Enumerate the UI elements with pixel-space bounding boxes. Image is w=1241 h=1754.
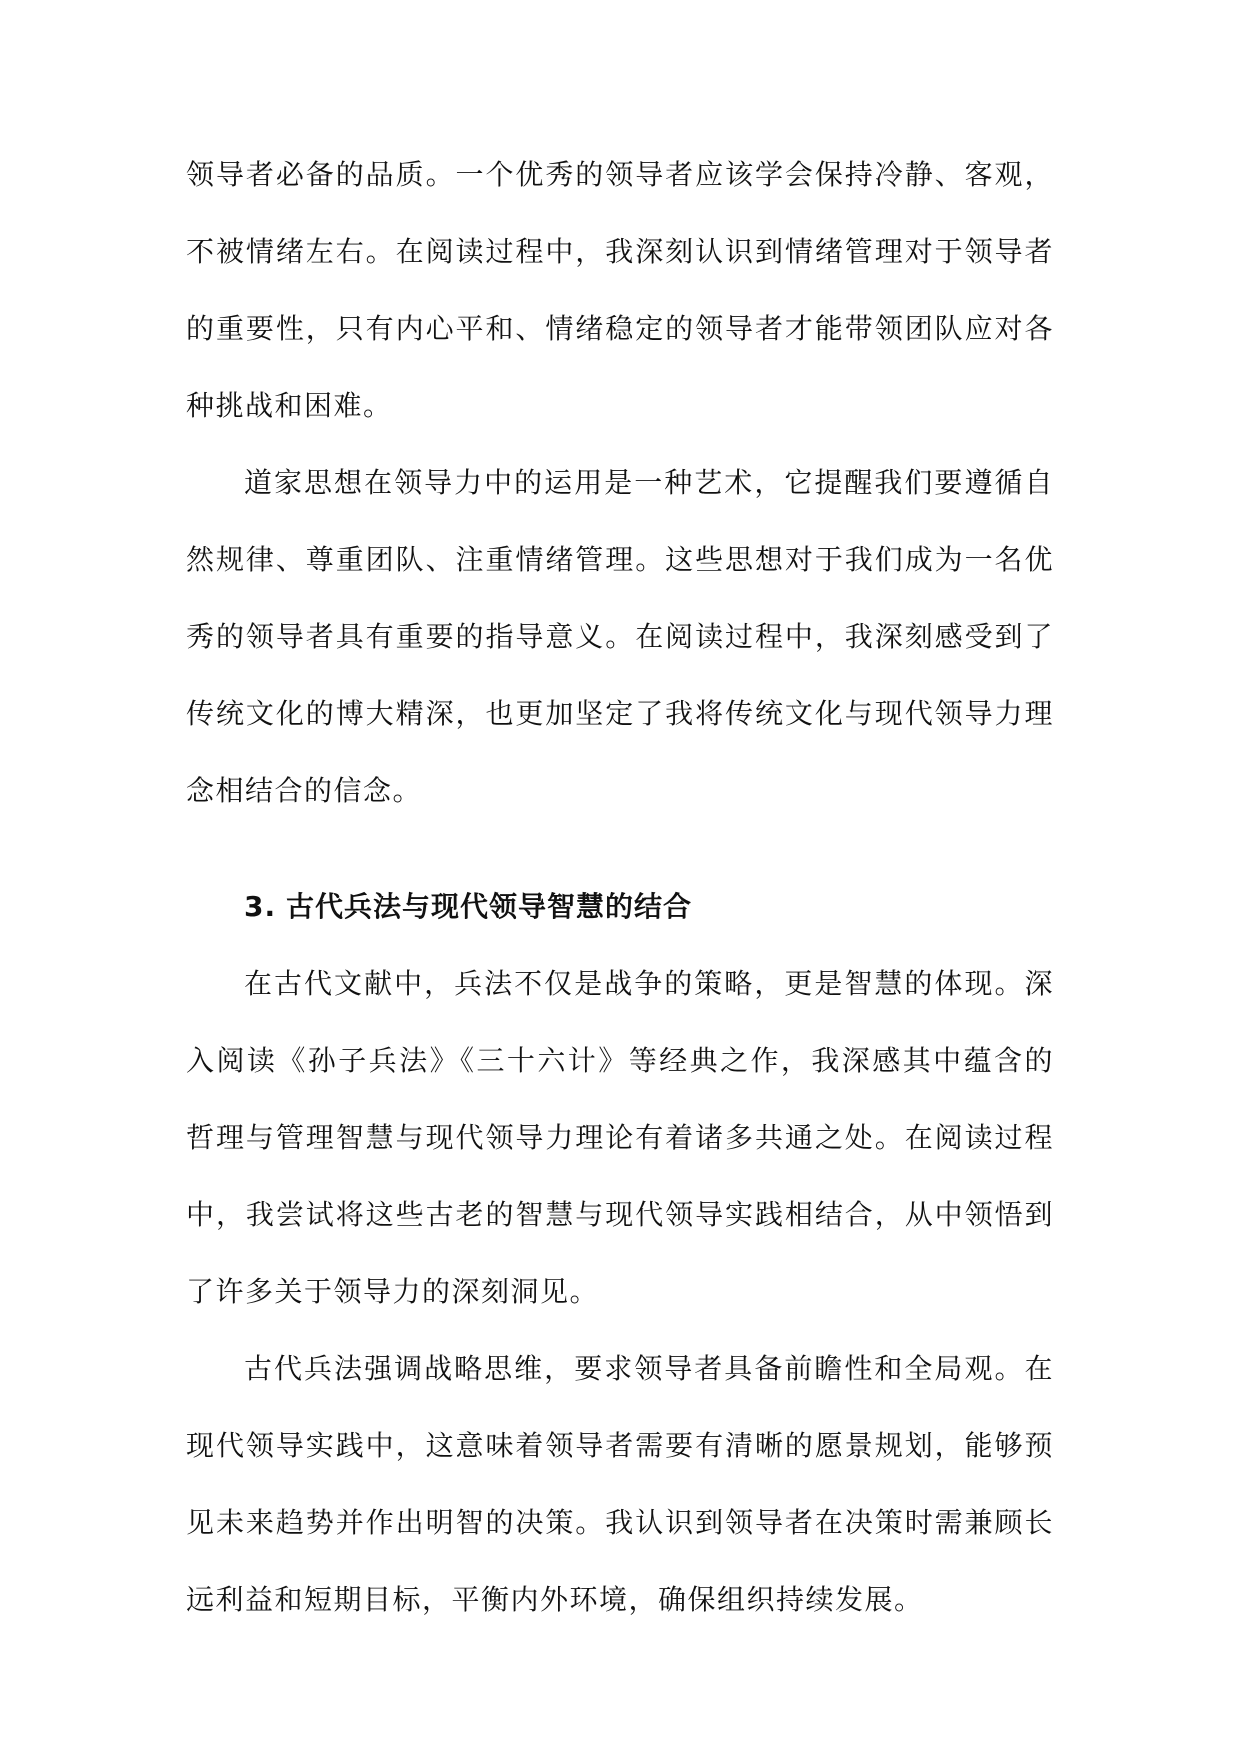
section-number: 3. bbox=[244, 890, 277, 923]
section-title: 古代兵法与现代领导智慧的结合 bbox=[286, 890, 693, 923]
section-heading bbox=[186, 868, 1054, 945]
paragraph-continuation: 领导者必备的品质。一个优秀的领导者应该学会保持冷静、客观，不被情绪左右。在阅读过程中，我深刻认识到情绪管理对于领导者的重要性，只有内心平和、情绪稳定的领导者才能带领团队应对各种挑战和困难。 bbox=[186, 158, 1054, 422]
document-body bbox=[186, 136, 1054, 1638]
paragraph-taoist-leadership: 道家思想在领导力中的运用是一种艺术，它提醒我们要遵循自然规律、尊重团队、注重情绪管理。这些思想对于我们成为一名优秀的领导者具有重要的指导意义。在阅读过程中，我深刻感受到了传统文化的博大精深，也更加坚定了我将传统文化与现代领导力理念相结合的信念。 bbox=[186, 466, 1054, 807]
paragraph-ancient-strategy: 在古代文献中，兵法不仅是战争的策略，更是智慧的体现。深入阅读《孙子兵法》《三十六计》等经典之作，我深感其中蕴含的哲理与管理智慧与现代领导力理论有着诸多共通之处。在阅读过程中，我尝试将这些古老的智慧与现代领导实践相结合，从中领悟到了许多关于领导力的深刻洞见。 bbox=[186, 967, 1054, 1308]
paragraph-strategic-thinking: 古代兵法强调战略思维，要求领导者具备前瞻性和全局观。在现代领导实践中，这意味着领导者需要有清晰的愿景规划，能够预见未来趋势并作出明智的决策。我认识到领导者在决策时需兼顾长远利益和短期目标，平衡内外环境，确保组织持续发展。 bbox=[186, 1352, 1054, 1616]
